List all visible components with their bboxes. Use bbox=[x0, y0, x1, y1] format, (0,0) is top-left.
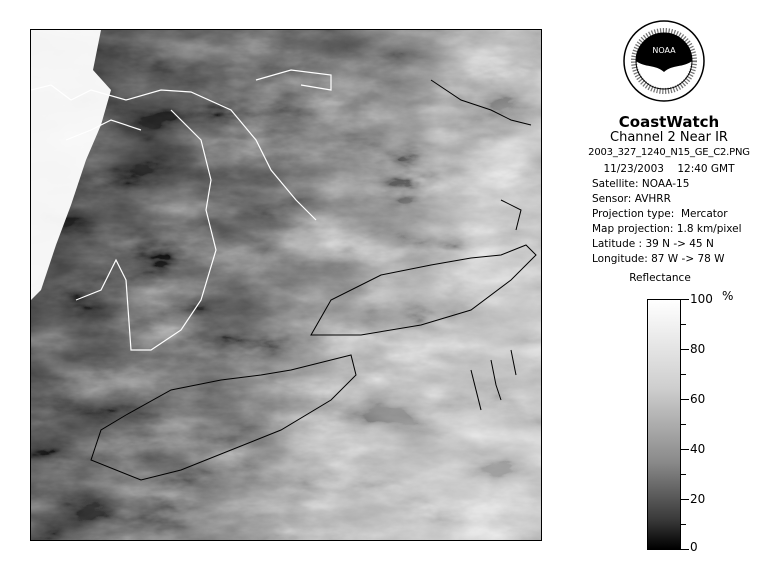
tick-60 bbox=[681, 399, 689, 400]
scale-unit: % bbox=[722, 289, 734, 303]
tick-0 bbox=[681, 549, 689, 550]
date-value: 11/23/2003 bbox=[603, 163, 664, 175]
time-value: 12:40 GMT bbox=[677, 163, 735, 175]
reflectance-map bbox=[31, 30, 541, 540]
meta-row-map-projection: Map projection: 1.8 km/pixel bbox=[592, 223, 742, 235]
tick-80 bbox=[681, 349, 689, 350]
app-title: CoastWatch bbox=[618, 113, 720, 131]
meta-row-latitude: Latitude : 39 N -> 45 N bbox=[592, 238, 714, 250]
satellite-image bbox=[30, 29, 542, 541]
meta-row-sensor: Sensor: AVHRR bbox=[592, 193, 671, 205]
datetime-label bbox=[560, 163, 778, 175]
channel-label: Channel 2 Near IR bbox=[610, 130, 728, 145]
tick-40 bbox=[681, 449, 689, 450]
meta-row-longitude: Longitude: 87 W -> 78 W bbox=[592, 253, 725, 265]
meta-row-projection-type: Projection type: Mercator bbox=[592, 208, 728, 220]
tick-label-0: 0 bbox=[690, 540, 698, 554]
scale-title: Reflectance bbox=[629, 272, 691, 284]
tick-label-40: 40 bbox=[690, 442, 706, 456]
logo-text: NOAA bbox=[652, 46, 676, 55]
tick-label-20: 20 bbox=[690, 492, 706, 506]
filename-label: 2003_327_1240_N15_GE_C2.PNG bbox=[588, 147, 750, 158]
tick-minor bbox=[681, 424, 686, 425]
tick-minor bbox=[681, 474, 686, 475]
metadata-list bbox=[592, 177, 742, 267]
tick-100 bbox=[681, 299, 689, 300]
meta-row-satellite: Satellite: NOAA-15 bbox=[592, 178, 690, 190]
tick-minor bbox=[681, 324, 686, 325]
noaa-logo-icon bbox=[623, 20, 705, 102]
tick-label-60: 60 bbox=[690, 392, 706, 406]
tick-label-80: 80 bbox=[690, 342, 706, 356]
tick-label-100: 100 bbox=[690, 292, 713, 306]
tick-20 bbox=[681, 499, 689, 500]
reflectance-colorbar bbox=[647, 299, 681, 550]
tick-minor bbox=[681, 524, 686, 525]
tick-minor bbox=[681, 374, 686, 375]
